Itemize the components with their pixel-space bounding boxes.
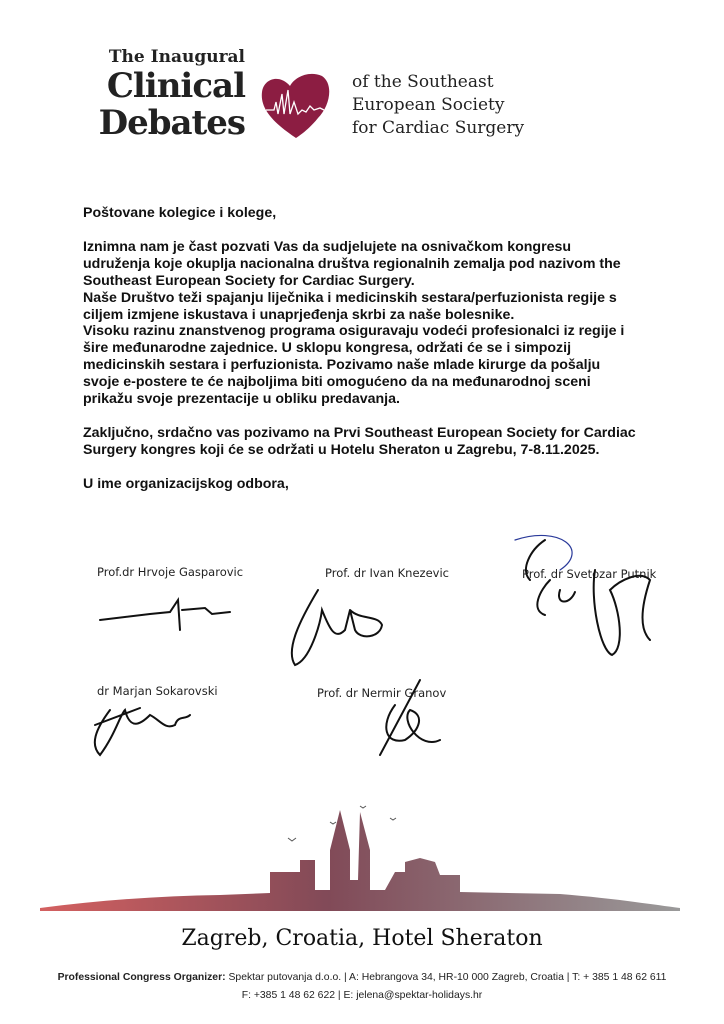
event-logo (85, 46, 245, 142)
venue-caption: Zagreb, Croatia, Hotel Sheraton (181, 926, 543, 951)
paragraph-line: medicinskih sestara i perfuzionista. Pozivamo naše mlade kirurge da pošalju (83, 357, 601, 374)
letter-body (83, 205, 683, 493)
paragraph-line: Surgery kongres koji će se održati u Hotelu Sheraton u Zagrebu, 7-8.11.2025. (83, 441, 600, 458)
paragraph-line: udruženja koje okuplja nacionalna društva regionalnih zemalja pod nazivom the (83, 255, 621, 272)
paragraph-line: ciljem izmjene iskustava i unaprjeđenja skrbi za naše bolesnike. (83, 306, 515, 323)
zagreb-skyline-illustration (40, 800, 680, 915)
signature-image (0, 530, 724, 790)
paragraph-line: Southeast European Society for Cardiac Surgery. (83, 272, 415, 289)
signatory-name: Prof.dr Hrvoje Gasparovic (97, 565, 244, 579)
logo-line-2: Clinical (106, 66, 245, 106)
paragraph-line: Iznimna nam je čast pozvati Vas da sudjelujete na osnivačkom kongresu (83, 238, 572, 255)
logo-subtitle-line-2: European Society (352, 95, 505, 115)
paragraph-1 (83, 239, 683, 408)
paragraph-2 (83, 425, 683, 459)
paragraph-line: Naše Društvo teži spajanju liječnika i medicinskih sestara/perfuzionista regije s (83, 289, 617, 306)
footer-line-1 (0, 972, 724, 983)
footer-label: Professional Congress Organizer: (57, 972, 226, 983)
logo-line-1: The Inaugural (108, 47, 245, 67)
greeting: Poštovane kolegice i kolege, (83, 205, 277, 221)
paragraph-line: svoje e-postere te će najboljima biti omogućeno da na međunarodnoj sceni (83, 374, 591, 391)
signatory-name: Prof. dr Svetozar Putnik (522, 567, 657, 581)
logo-subtitle-line-3: for Cardiac Surgery (352, 118, 525, 138)
footer-line-2: F: +385 1 48 62 622 | E: jelena@spektar-holidays.hr (241, 990, 483, 1001)
signatory-name: Prof. dr Ivan Knezevic (325, 566, 449, 580)
logo-subtitle-line-1: of the Southeast (352, 72, 494, 92)
paragraph-line: prikažu svoje prezentacije u obliku predavanja. (83, 391, 400, 408)
paragraph-line: Visoku razinu znanstvenog programa osiguravaju vodeći profesionalci iz regije i (83, 323, 625, 340)
signatory-name: Prof. dr Nermir Granov (317, 686, 447, 700)
logo-subtitle (352, 71, 524, 140)
paragraph-line: Zaključno, srdačno vas pozivamo na Prvi Southeast European Society for Cardiac (83, 424, 636, 441)
logo-line-3: Debates (98, 103, 245, 143)
closing: U ime organizacijskog odbora, (83, 475, 289, 492)
heart-icon (258, 72, 334, 140)
paragraph-line: šire međunarodne zajednice. U sklopu kongresa, održati će se i simpozij (83, 340, 572, 357)
footer-contact: Spektar putovanja d.o.o. | A: Hebrangova 34, HR-10 000 Zagreb, Croatia | T: + 385 1 48 62 611 (225, 972, 667, 983)
signatory-name: dr Marjan Sokarovski (97, 684, 218, 698)
